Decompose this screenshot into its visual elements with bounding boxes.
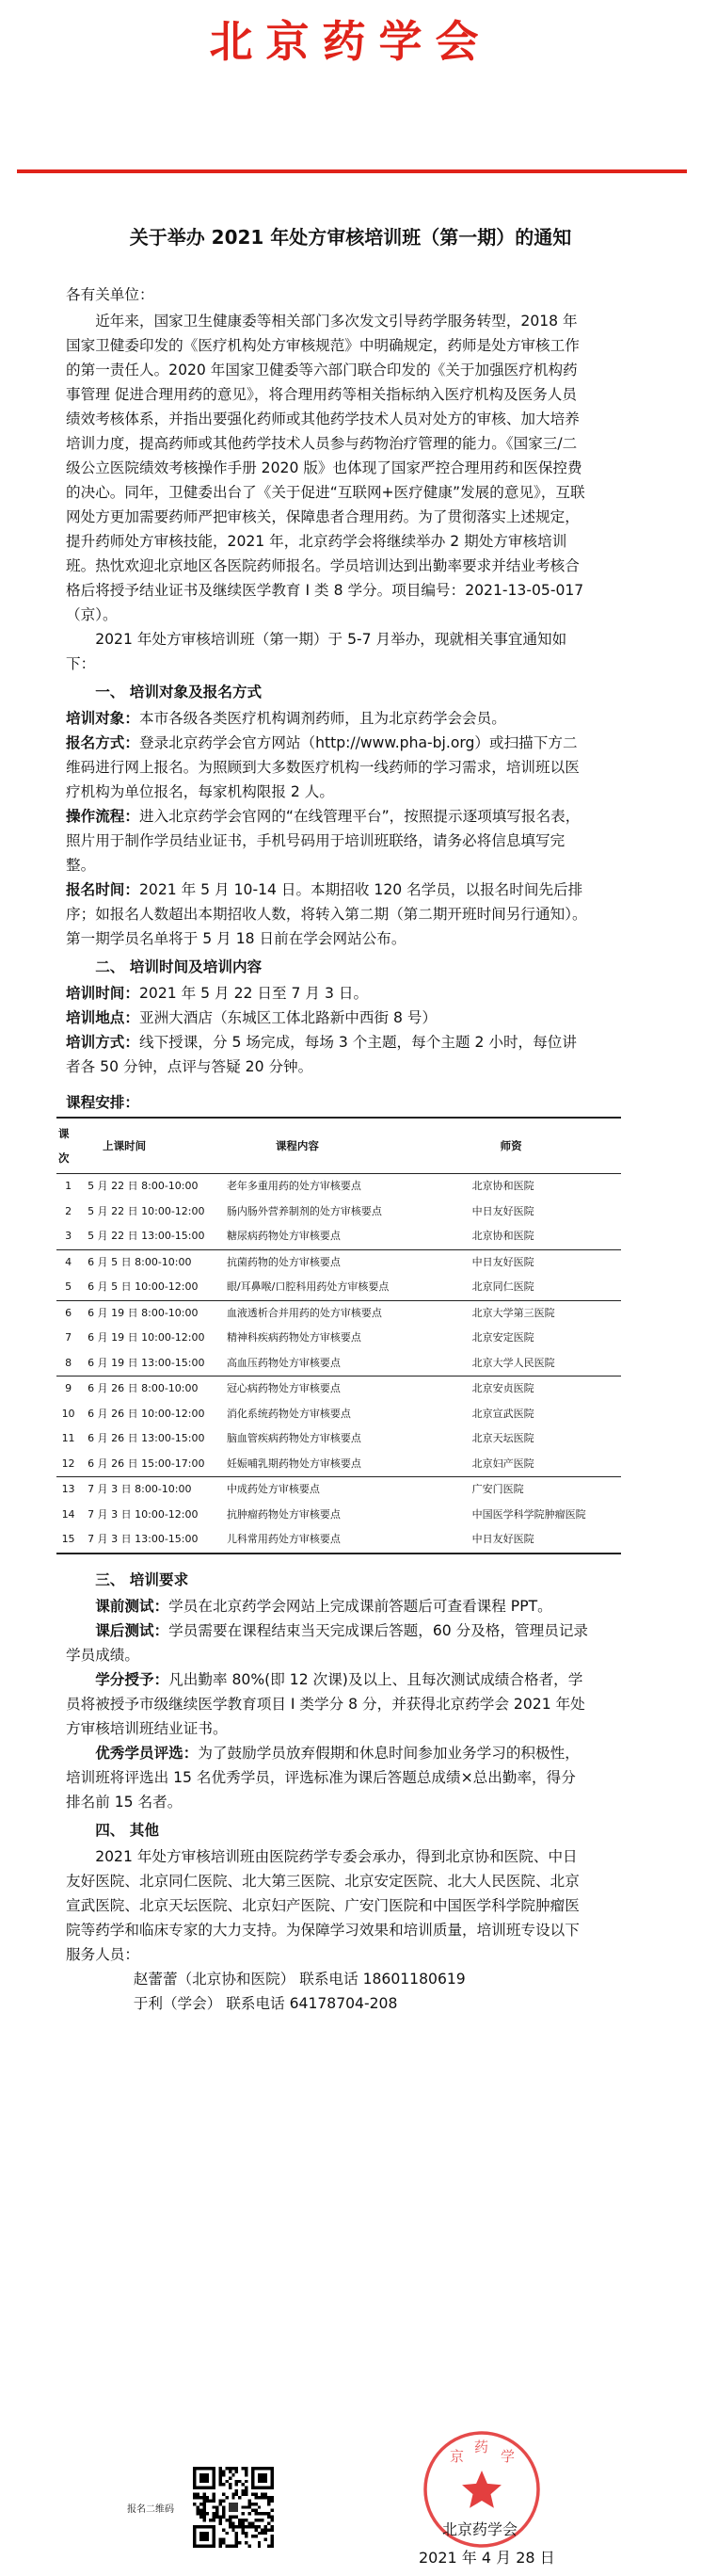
session-number: 2 [65,1204,72,1217]
session-topic: 肠内肠外营养制剂的处方审核要点 [226,1204,382,1217]
item-label: 报名方式： [66,734,139,751]
session-topic: 精神科疾病药物处方审核要点 [226,1331,361,1344]
session-number: 8 [65,1356,72,1369]
session-topic: 糖尿病药物处方审核要点 [226,1230,341,1243]
intro-paragraph-2: 2021 年处方审核培训班（第一期）于 5-7 月举办，现就相关事宜通知如下： [66,631,567,672]
session-faculty: 北京协和医院 [471,1230,534,1243]
column-header: 师资 [435,1118,621,1174]
schedule-row [56,1300,621,1326]
signing-organization: 北京药学会 [441,2520,518,2538]
schedule-row [56,1377,621,1402]
svg-text:京: 京 [450,2448,465,2465]
section-heading-2: 二、 培训时间及培训内容 [95,958,263,975]
item-label: 培训对象： [66,710,139,727]
item-label: 学分授予： [95,1670,169,1688]
schedule-row [56,1224,621,1249]
roster-note: 第一期学员名单将于 5 月 18 日前在学会网站公布。 [66,930,406,947]
item-procedure [66,804,589,877]
item-credits [66,1667,589,1741]
svg-text:学: 学 [501,2448,516,2465]
schedule-row [56,1503,621,1528]
session-topic: 儿科常用药处方审核要点 [210,1527,435,1554]
item-text: 线下授课，分 5 场完成，每场 3 个主题，每个主题 2 小时，每位讲者各 50 分钟，点评与答疑 20 分钟。 [66,1034,577,1075]
signing-date: 2021 年 4 月 28 日 [419,2549,555,2567]
session-time: 7 月 3 日 10:00-12:00 [88,1507,199,1521]
session-time: 6 月 26 日 8:00-10:00 [80,1377,210,1402]
session-faculty: 中日友好医院 [471,1204,534,1217]
item-label: 报名时间： [66,881,139,898]
session-topic: 中成药处方审核要点 [210,1477,435,1503]
item-label: 培训时间： [66,985,139,1002]
document-title: 关于举办 2021 年处方审核培训班（第一期）的通知 [129,226,572,249]
salutation: 各有关单位： [66,286,154,303]
schedule-header-row [56,1118,621,1174]
other-paragraph: 2021 年处方审核培训班由医院药学专委会承办，得到北京协和医院、中日友好医院、北京同仁医院、北大第三医院、北京安定医院、北大人民医院、北京宣武医院、北京天坛医院、北京妇产医院、广安门医院和中国医学科学院肿瘤医院等药学和临床专家的大力支持。为保障学习效果和培训质量，培训班专设以下服务人员： [66,1847,580,1963]
session-time: 6 月 19 日 13:00-15:00 [88,1356,205,1369]
session-faculty: 中国医学科学院肿瘤医院 [471,1507,586,1521]
session-faculty: 北京同仁医院 [471,1280,534,1294]
session-number: 6 [56,1300,80,1326]
session-number: 1 [65,1180,72,1193]
session-faculty: 北京妇产医院 [471,1457,534,1470]
org-header-title: 北京药学会 [209,16,492,67]
session-number: 4 [56,1249,80,1275]
session-faculty: 北京大学第三医院 [435,1300,621,1326]
schedule-row [56,1199,621,1225]
session-number: 11 [61,1432,75,1445]
session-time: 6 月 19 日 8:00-10:00 [80,1300,210,1326]
session-time: 6 月 5 日 8:00-10:00 [80,1249,210,1275]
session-time: 6 月 26 日 10:00-12:00 [88,1407,205,1420]
item-text: 登录北京药学会官方网站（http://www.pha-bj.org）或扫描下方二维码进行网上报名。为照顾到大多数医疗机构一线药师的学习需求，培训班以医疗机构为单位报名，每家机构限报 2 人。 [66,734,580,800]
item-text: 学员在北京药学会网站上完成课前答题后可查看课程 PPT。 [168,1597,552,1615]
contact-line: 于利（学会） 联系电话 64178704-208 [133,1994,398,2012]
qr-code-label: 报名二维码 [127,2504,174,2515]
item-text: 本市各级各类医疗机构调剂药师，且为北京药学会会员。 [138,710,506,727]
session-faculty: 北京安贞医院 [435,1377,621,1402]
session-time: 6 月 26 日 15:00-17:00 [88,1457,205,1470]
svg-text:药: 药 [474,2439,489,2455]
session-topic: 高血压药物处方审核要点 [226,1356,341,1369]
item-text: 为了鼓励学员放弃假期和休息时间参加业务学习的积极性，培训班将评选出 15 名优秀学员，评选标准为课后答题总成绩×总出勤率，得分排名前 15 名者。 [66,1744,580,1811]
session-time: 6 月 5 日 10:00-12:00 [88,1280,199,1294]
session-topic: 抗菌药物的处方审核要点 [210,1249,435,1275]
session-number: 13 [56,1477,80,1503]
schedule-heading: 课程安排： [66,1094,139,1111]
schedule-table [56,1117,621,1554]
session-topic: 老年多重用药的处方审核要点 [226,1180,361,1193]
session-number: 15 [56,1527,80,1554]
session-faculty: 北京大学人民医院 [471,1356,555,1369]
session-number: 12 [61,1457,75,1470]
item-label: 优秀学员评选： [95,1744,199,1762]
item-pre-test [66,1594,589,1618]
item-training-time [66,981,589,1006]
item-text: 进入北京药学会官网的“在线管理平台”，按照提示逐项填写报名表，照片用于制作学员结业证书，手机号码用于培训班联络，请务必将信息填写完整。 [66,808,581,874]
column-header: 课次 [56,1118,80,1174]
column-header: 上课时间 [80,1118,210,1174]
schedule-row [56,1275,621,1300]
session-topic: 冠心病药物处方审核要点 [210,1377,435,1402]
section-heading-1: 一、 培训对象及报名方式 [95,684,263,700]
item-label: 课前测试： [95,1597,169,1615]
session-number: 5 [65,1280,72,1294]
intro-paragraph-1: 近年来，国家卫生健康委等相关部门多次发文引导药学服务转型，2018 年国家卫健委印发的《医疗机构处方审核规范》中明确规定，药师是处方审核工作的第一责任人。2020 年国家卫健委等六部门联合印发的《关于加强医疗机构药事管理 促进合理用药的意见》，将合理用药等相关指标纳入医疗机构及医务人员绩效考核体系，并指出要强化药师或其他药学技术人员对处方的审核、加大培养培训力度，提高药师或其他药学技术人员参与药物治疗管理的能力。《国家三/二级公立医院绩效考核操作手册 2020 版》也体现了国家严控合理用药和医保控费的决心。同年，卫健委出台了《关于促进“互联网+医疗健康”发展的意见》，互联网处方更加需要药师严把审核关，保障患者合理用药。为了贯彻落实上述规定，提升药师处方审核技能，2021 年，北京药学会将继续举办 2 期处方审核培训班。热忱欢迎北京地区各医院药师报名。学员培训达到出勤率要求并结业考核合格后将授予结业证书及继续医学教育 I 类 8 学分。项目编号：2021-13-05-017（京）。 [66,313,585,623]
session-number: 10 [61,1407,75,1420]
session-time: 7 月 3 日 8:00-10:00 [80,1477,210,1503]
item-text: 学员需要在课程结束当天完成课后答题，60 分及格，管理员记录学员成绩。 [66,1621,589,1664]
item-text: 亚洲大酒店（东城区工体北路新中西街 8 号） [138,1009,438,1026]
session-time: 7 月 3 日 13:00-15:00 [80,1527,210,1554]
item-registration-time [66,877,589,926]
schedule-body [56,1174,621,1554]
session-time: 6 月 26 日 13:00-15:00 [88,1432,205,1445]
schedule-row [56,1527,621,1554]
session-number: 14 [61,1507,75,1521]
item-training-format [66,1030,589,1079]
session-number: 7 [65,1331,72,1344]
schedule-row [56,1351,621,1377]
session-faculty: 北京天坛医院 [471,1432,534,1445]
session-topic: 脑血管疾病药物处方审核要点 [226,1432,361,1445]
item-post-test [66,1618,589,1667]
session-time: 5 月 22 日 10:00-12:00 [88,1204,205,1217]
item-label: 操作流程： [66,808,139,825]
session-time: 6 月 19 日 10:00-12:00 [88,1331,205,1344]
schedule-row [56,1249,621,1275]
section-heading-4: 四、 其他 [95,1821,159,1839]
session-topic: 眼/耳鼻喉/口腔科用药处方审核要点 [226,1280,390,1294]
session-time: 5 月 22 日 8:00-10:00 [88,1180,199,1193]
column-header: 课程内容 [210,1118,435,1174]
session-faculty: 北京安定医院 [471,1331,534,1344]
item-registration-method [66,731,589,804]
item-training-venue [66,1006,589,1030]
item-outstanding-students [66,1741,589,1814]
item-text: 凡出勤率 80%(即 12 次课)及以上、且每次测试成绩合格者，学员将被授予市级继续医学教育项目 I 类学分 8 分，并获得北京药学会 2021 年处方审核培训班结业证书。 [66,1670,585,1737]
item-label: 课后测试： [95,1621,169,1639]
item-text: 2021 年 5 月 22 日至 7 月 3 日。 [138,985,369,1002]
item-label: 培训地点： [66,1009,139,1026]
contact-line: 赵蕾蕾（北京协和医院） 联系电话 18601180619 [133,1970,466,1988]
session-faculty: 北京协和医院 [471,1180,534,1193]
schedule-row [56,1477,621,1503]
document-body [58,282,589,2016]
session-faculty: 中日友好医院 [435,1249,621,1275]
session-faculty: 中日友好医院 [435,1527,621,1554]
session-faculty: 广安门医院 [435,1477,621,1503]
item-label: 培训方式： [66,1034,139,1051]
session-number: 3 [65,1230,72,1243]
session-time: 5 月 22 日 13:00-15:00 [88,1230,205,1243]
session-number: 9 [56,1377,80,1402]
session-topic: 血液透析合并用药的处方审核要点 [210,1300,435,1326]
item-text: 2021 年 5 月 10-14 日。本期招收 120 名学员，以报名时间先后排序；如报名人数超出本期招收人数，将转入第二期（第二期开班时间另行通知）。 [66,881,587,923]
session-faculty: 北京宣武医院 [471,1407,534,1420]
schedule-row [56,1326,621,1351]
session-topic: 抗肿瘤药物处方审核要点 [226,1507,341,1521]
schedule-row [56,1452,621,1477]
schedule-row [56,1426,621,1452]
seal-star-icon [462,2471,502,2508]
registration-qr-code[interactable] [193,2467,274,2548]
section-heading-3: 三、 培训要求 [95,1570,189,1588]
schedule-row [56,1174,621,1199]
session-topic: 妊娠哺乳期药物处方审核要点 [226,1457,361,1470]
schedule-row [56,1402,621,1427]
header-divider [17,169,687,173]
session-topic: 消化系统药物处方审核要点 [226,1407,351,1420]
item-training-target [66,706,589,731]
